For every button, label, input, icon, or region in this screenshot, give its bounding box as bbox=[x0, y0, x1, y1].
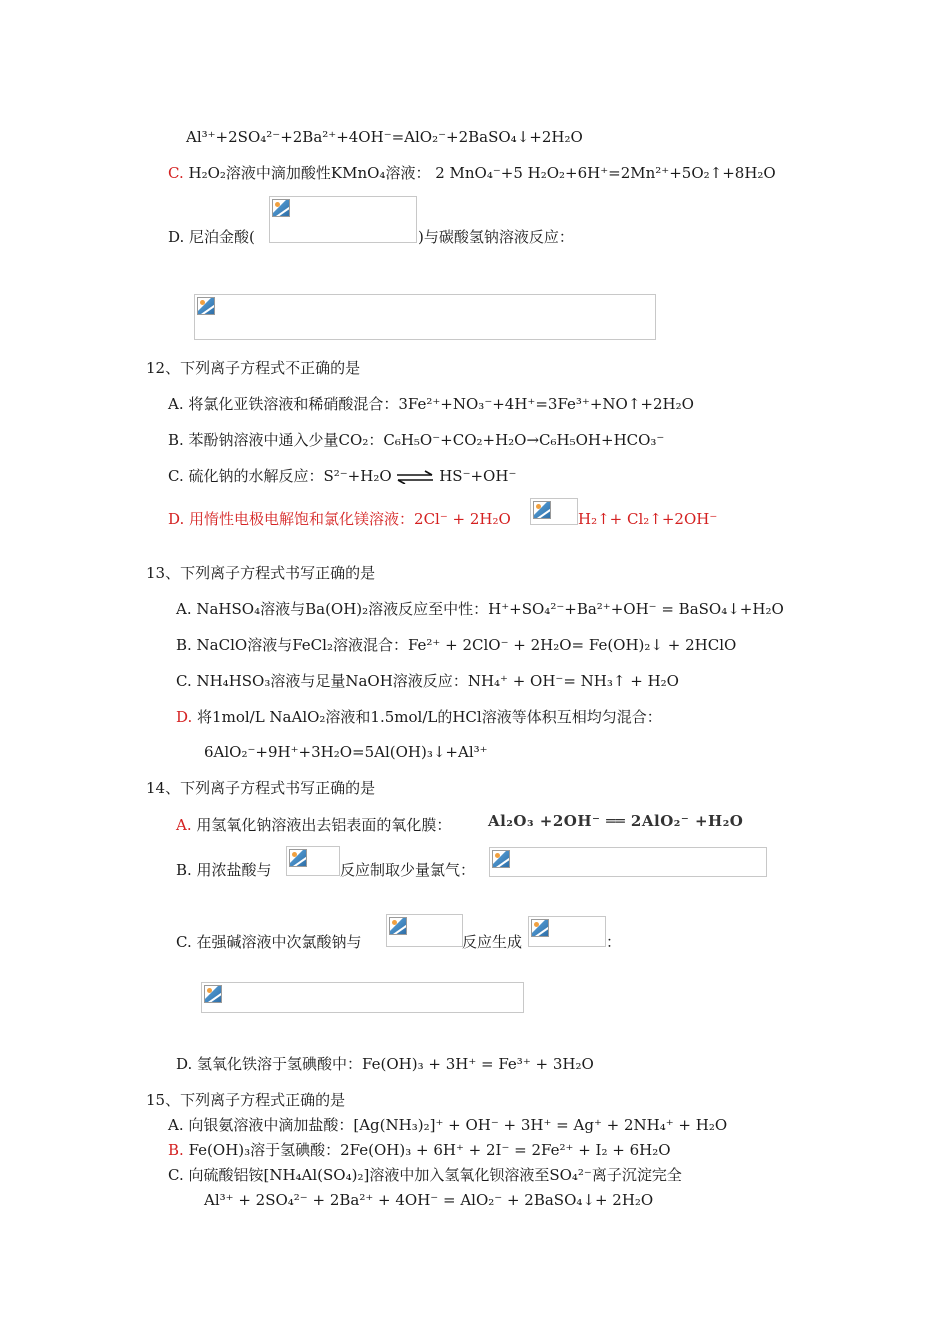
option-15a bbox=[168, 1115, 727, 1135]
option-text: 反应制取少量氯气： bbox=[340, 861, 476, 879]
option-12d-b bbox=[578, 509, 717, 529]
option-13d bbox=[176, 707, 662, 727]
broken-image-icon bbox=[533, 501, 551, 519]
question-title: 15、下列离子方程式正确的是 bbox=[146, 1091, 346, 1109]
option-text: C. NH₄HSO₃溶液与足量NaOH溶液反应：NH₄⁺ + OH⁻= NH₃↑ + H₂O bbox=[176, 672, 679, 690]
question-title: 12、下列离子方程式不正确的是 bbox=[146, 359, 361, 377]
embedded-image bbox=[201, 982, 524, 1013]
option-13a bbox=[176, 599, 784, 619]
option-13d-equation bbox=[204, 742, 488, 762]
option-14b-a bbox=[176, 860, 272, 880]
option-text: D. 用惰性电极电解饱和氯化镁溶液：2Cl⁻ + 2H₂O bbox=[168, 510, 511, 528]
embedded-image bbox=[528, 916, 606, 947]
option-text: Fe(OH)₃溶于氢碘酸：2Fe(OH)₃ + 6H⁺ + 2I⁻ = 2Fe²⁺ + I₂ + 6H₂O bbox=[188, 1141, 671, 1159]
broken-image-icon bbox=[289, 849, 307, 867]
option-11d-a bbox=[168, 227, 255, 247]
question-15 bbox=[146, 1090, 345, 1110]
equation-text: Al³⁺ + 2SO₄²⁻ + 2Ba²⁺ + 4OH⁻ = AlO₂⁻ + 2BaSO₄↓+ 2H₂O bbox=[204, 1191, 654, 1209]
broken-image-icon bbox=[492, 850, 510, 868]
option-13b bbox=[176, 635, 736, 655]
broken-image-icon bbox=[204, 985, 222, 1003]
option-text: 将1mol/L NaAlO₂溶液和1.5mol/L的HCl溶液等体积互相均匀混合： bbox=[197, 708, 662, 726]
option-label: B. bbox=[168, 1141, 184, 1159]
equilibrium-arrow-icon bbox=[396, 470, 434, 484]
option-12a bbox=[168, 394, 694, 414]
option-text: D. 氢氧化铁溶于氢碘酸中：Fe(OH)₃ + 3H⁺ = Fe³⁺ + 3H₂O bbox=[176, 1055, 594, 1073]
option-label: A. bbox=[176, 816, 192, 834]
embedded-image bbox=[530, 498, 578, 525]
option-text: C. 在强碱溶液中次氯酸钠与 bbox=[176, 933, 362, 951]
embedded-image bbox=[194, 294, 656, 340]
option-text: B. 用浓盐酸与 bbox=[176, 861, 272, 879]
option-text: C. 硫化钠的水解反应：S²⁻+H₂O bbox=[168, 467, 392, 485]
equation-text: Al³⁺+2SO₄²⁻+2Ba²⁺+4OH⁻=AlO₂⁻+2BaSO₄↓+2H₂O bbox=[186, 128, 583, 146]
option-text: A. 向银氨溶液中滴加盐酸：[Ag(NH₃)₂]⁺ + OH⁻ + 3H⁺ = Ag⁺ + 2NH₄⁺ + H₂O bbox=[168, 1116, 728, 1134]
equation-text: 6AlO₂⁻+9H⁺+3H₂O=5Al(OH)₃↓+Al³⁺ bbox=[204, 743, 488, 761]
option-text: )与碳酸氢钠溶液反应： bbox=[418, 228, 574, 246]
broken-image-icon bbox=[531, 919, 549, 937]
question-14 bbox=[146, 778, 375, 798]
option-12d-a bbox=[168, 509, 511, 529]
option-13c bbox=[176, 671, 679, 691]
option-text: H₂↑+ Cl₂↑+2OH⁻ bbox=[578, 510, 718, 528]
option-text: A. NaHSO₄溶液与Ba(OH)₂溶液反应至中性：H⁺+SO₄²⁻+Ba²⁺+OH⁻ = BaSO₄↓+H₂O bbox=[176, 600, 784, 618]
option-15c bbox=[168, 1165, 682, 1185]
option-text: 用氢氧化钠溶液出去铝表面的氧化膜： bbox=[196, 816, 452, 834]
option-15b bbox=[168, 1140, 671, 1160]
option-14c-c bbox=[606, 932, 621, 952]
option-14c-a bbox=[176, 932, 361, 952]
equation-image bbox=[488, 812, 743, 830]
option-text: C. 向硫酸铝铵[NH₄Al(SO₄)₂]溶液中加入氢氧化钡溶液至SO₄²⁻离子沉淀完全 bbox=[168, 1166, 682, 1184]
equation-text: Al₂O₃ +2OH⁻ ══ 2AlO₂⁻ +H₂O bbox=[488, 812, 744, 830]
option-11d-b bbox=[418, 227, 574, 247]
broken-image-icon bbox=[197, 297, 215, 315]
question-title: 14、下列离子方程式书写正确的是 bbox=[146, 779, 376, 797]
option-text: HS⁻+OH⁻ bbox=[439, 467, 517, 485]
question-13 bbox=[146, 563, 375, 583]
option-text: A. 将氯化亚铁溶液和稀硝酸混合：3Fe²⁺+NO₃⁻+4H⁺=3Fe³⁺+NO↑+2H₂O bbox=[168, 395, 694, 413]
broken-image-icon bbox=[272, 199, 290, 217]
question-title: 13、下列离子方程式书写正确的是 bbox=[146, 564, 376, 582]
embedded-image bbox=[489, 847, 767, 877]
option-15c-equation bbox=[204, 1190, 653, 1210]
embedded-image bbox=[386, 914, 463, 947]
option-14c-b bbox=[462, 932, 522, 952]
option-11c bbox=[168, 163, 776, 183]
option-14a bbox=[176, 815, 451, 835]
embedded-image bbox=[286, 846, 340, 876]
option-label: C. bbox=[168, 164, 184, 182]
option-text: H₂O₂溶液中滴加酸性KMnO₄溶液： 2 MnO₄⁻+5 H₂O₂+6H⁺=2Mn²⁺+5O₂↑+8H₂O bbox=[188, 164, 776, 182]
option-text: 反应生成 bbox=[462, 933, 523, 951]
embedded-image bbox=[269, 196, 417, 243]
option-14d bbox=[176, 1054, 594, 1074]
option-text: D. 尼泊金酸( bbox=[168, 228, 255, 246]
option-12b bbox=[168, 430, 664, 450]
option-12c bbox=[168, 466, 516, 486]
broken-image-icon bbox=[389, 917, 407, 935]
option-label: D. bbox=[176, 708, 193, 726]
option-14b-b bbox=[340, 860, 475, 880]
option-text: B. 苯酚钠溶液中通入少量CO₂：C₆H₅O⁻+CO₂+H₂O→C₆H₅OH+HCO₃⁻ bbox=[168, 431, 665, 449]
equation-line-top bbox=[186, 127, 583, 147]
question-12 bbox=[146, 358, 360, 378]
option-text: ： bbox=[606, 933, 622, 951]
option-text: B. NaClO溶液与FeCl₂溶液混合：Fe²⁺ + 2ClO⁻ + 2H₂O= Fe(OH)₂↓ + 2HClO bbox=[176, 636, 737, 654]
